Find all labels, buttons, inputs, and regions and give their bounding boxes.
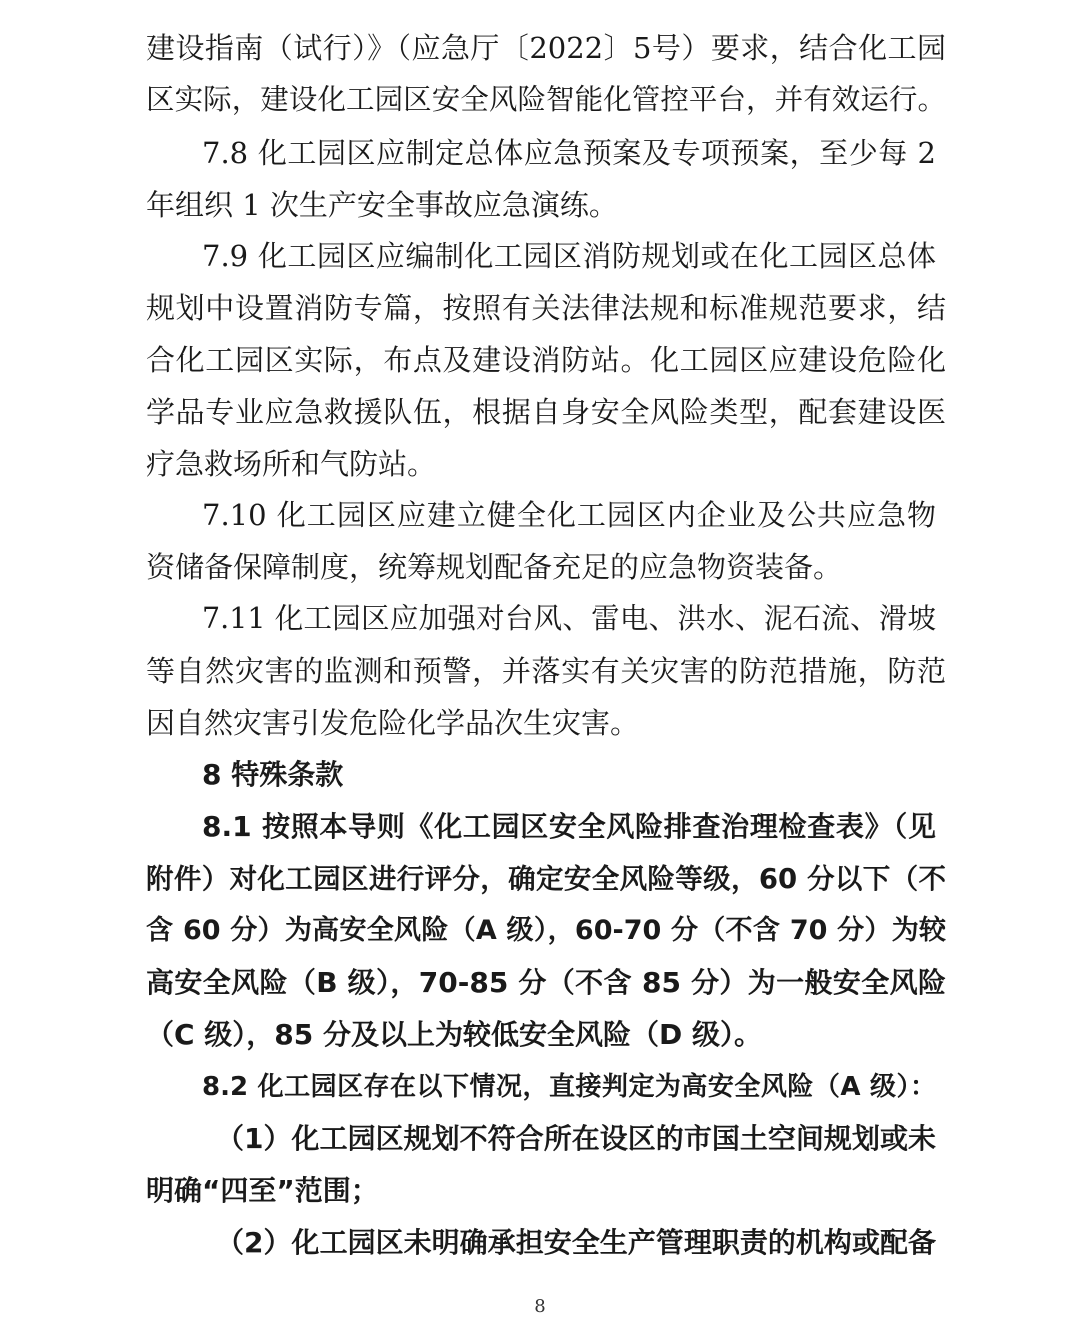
text-line-12: 7.11 化工园区应加强对台风、雷电、洪水、泥石流、滑坡: [202, 602, 936, 635]
text-line-7: 合化工园区实际，布点及建设消防站。化工园区应建设危险化: [146, 343, 946, 377]
text-line-23: 明确“四至”范围；: [146, 1174, 379, 1207]
text-line-3: 7.8 化工园区应制定总体应急预案及专项预案，至少每 2: [202, 136, 936, 170]
text-line-4: 年组织 1 次生产安全事故应急演练。: [146, 188, 618, 222]
text-line-9: 疗急救场所和气防站。: [146, 447, 437, 481]
text-line-10: 7.10 化工园区应建立健全化工园区内企业及公共应急物: [202, 498, 936, 532]
text-line-1: 建设指南（试行）》（应急厅〔2022〕5号）要求，结合化工园: [146, 31, 946, 65]
text-line-6: 规划中设置消防专篇，按照有关法律法规和标准规范要求，结: [146, 291, 946, 325]
text-line-18: 含 60 分）为高安全风险（A 级），60-70 分（不含 70 分）为较: [146, 915, 946, 946]
text-line-20: （C 级），85 分及以上为较低安全风险（D 级）。: [146, 1018, 763, 1051]
page-number: 8: [534, 1296, 546, 1317]
text-line-16: 8.1 按照本导则《化工园区安全风险排查治理检查表》（见: [202, 810, 936, 843]
text-line-24: （2）化工园区未明确承担安全生产管理职责的机构或配备: [216, 1226, 936, 1259]
text-line-17: 附件）对化工园区进行评分，确定安全风险等级，60 分以下（不: [146, 863, 946, 895]
text-line-22: （1）化工园区规划不符合所在设区的市国土空间规划或未: [216, 1122, 936, 1155]
text-line-19: 高安全风险（B 级），70-85 分（不含 85 分）为一般安全风险: [146, 966, 946, 999]
text-line-21: 8.2 化工园区存在以下情况，直接判定为高安全风险（A 级）：: [202, 1072, 936, 1102]
section-heading: 8 特殊条款: [202, 758, 344, 791]
text-line-8: 学品专业应急救援队伍，根据自身安全风险类型，配套建设医: [146, 395, 946, 429]
text-line-13: 等自然灾害的监测和预警，并落实有关灾害的防范措施，防范: [146, 654, 946, 688]
text-line-2: 区实际，建设化工园区安全风险智能化管控平台，并有效运行。: [146, 83, 946, 116]
text-line-14: 因自然灾害引发危险化学品次生灾害。: [146, 706, 640, 740]
text-line-5: 7.9 化工园区应编制化工园区消防规划或在化工园区总体: [202, 239, 936, 273]
text-line-11: 资储备保障制度，统筹规划配备充足的应急物资装备。: [146, 550, 843, 584]
